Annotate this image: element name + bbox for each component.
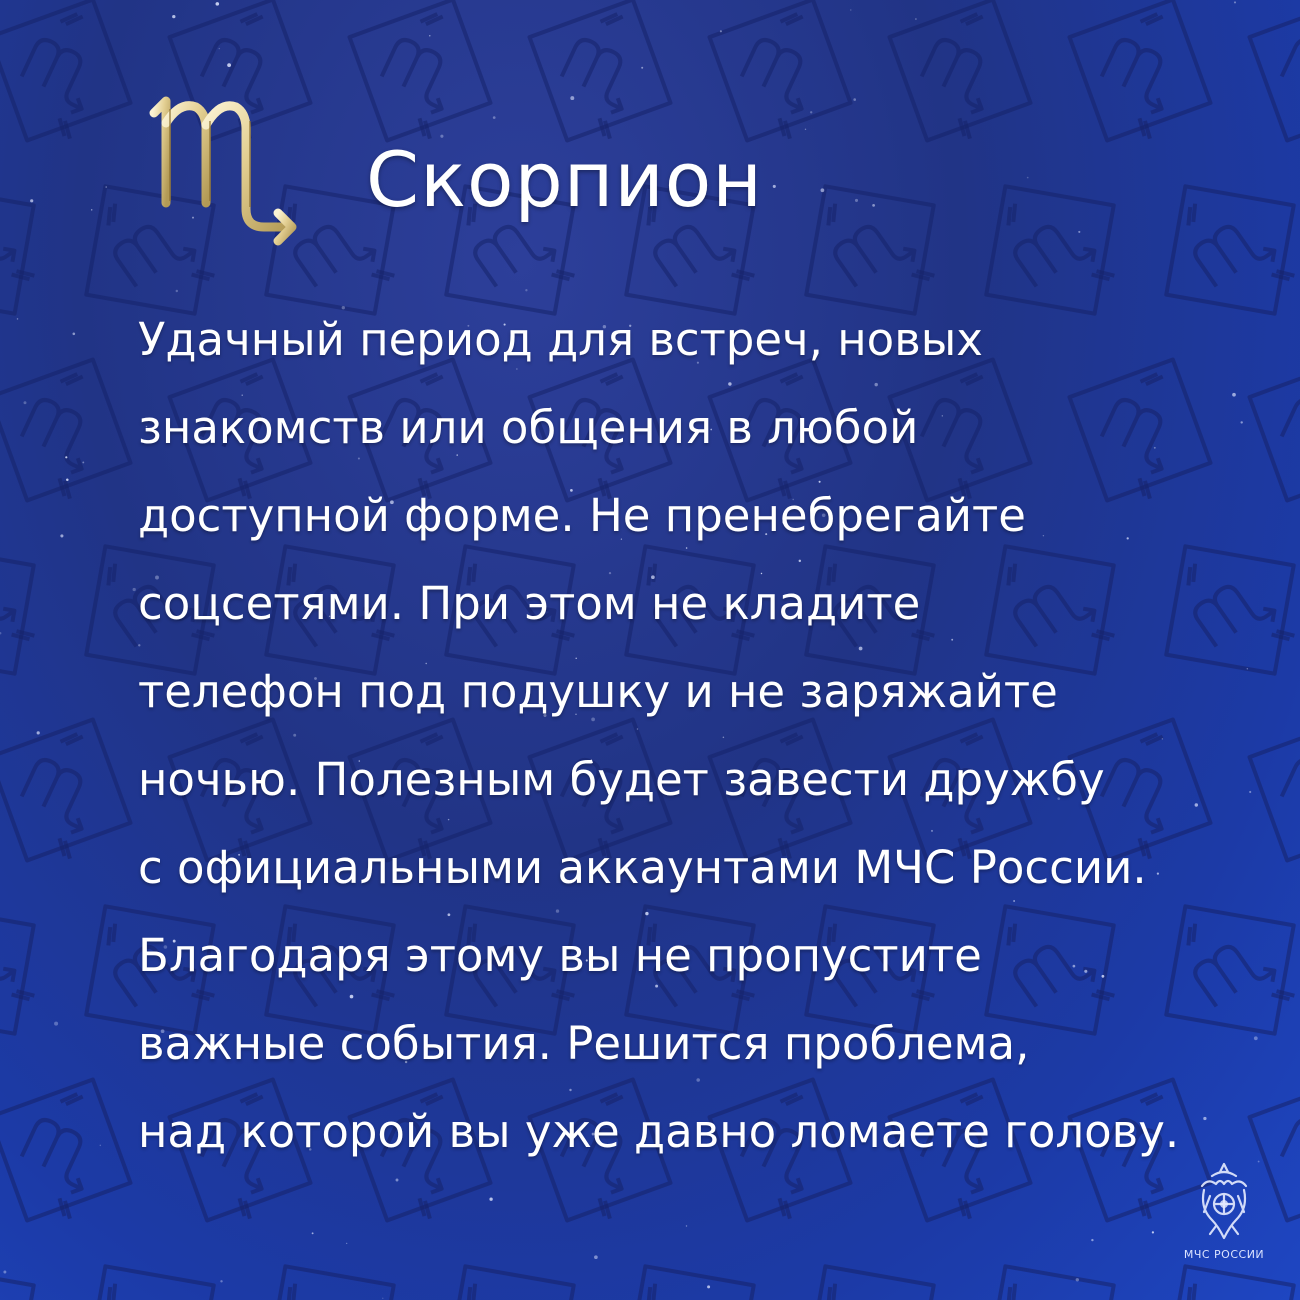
star-speck — [37, 731, 40, 734]
star-speck — [216, 2, 220, 6]
star-speck — [24, 401, 27, 404]
forecast-line: ночью. Полезным будет завести дружбу — [138, 753, 1105, 806]
forecast-line: доступной форме. Не пренебрегайте — [138, 489, 1026, 542]
star-speck — [1234, 1, 1236, 3]
star-speck — [686, 1225, 687, 1226]
sign-title: Скорпион — [366, 135, 763, 224]
star-speck — [73, 333, 76, 336]
star-speck — [915, 18, 917, 20]
star-speck — [489, 1198, 492, 1201]
star-speck — [82, 461, 84, 463]
forecast-line: важные события. Решится проблема, — [138, 1017, 1030, 1070]
star-speck — [429, 35, 430, 36]
star-speck — [17, 318, 19, 320]
forecast-line: знакомств или общения в любой — [138, 401, 919, 454]
star-speck — [3, 1271, 6, 1274]
mchs-logo — [1176, 1160, 1272, 1276]
star-speck — [100, 1145, 101, 1146]
scorpio-glyph-icon — [140, 85, 315, 260]
forecast-line: телефон под подушку и не заряжайте — [138, 665, 1058, 718]
forecast-line: соцсетями. При этом не кладите — [138, 577, 921, 630]
star-speck — [220, 1280, 222, 1282]
star-speck — [346, 1243, 347, 1244]
star-speck — [312, 1232, 314, 1234]
forecast-line: над которой вы уже давно ломаете голову. — [138, 1105, 1180, 1158]
star-speck — [594, 1255, 598, 1259]
forecast-line: Удачный период для встреч, новых — [138, 313, 983, 366]
star-speck — [720, 30, 722, 32]
star-speck — [172, 15, 175, 18]
star-speck — [91, 209, 92, 210]
star-speck — [382, 1298, 383, 1299]
star-speck — [525, 289, 527, 291]
star-speck — [1152, 1231, 1154, 1233]
forecast-line: с официальными аккаунтами МЧС России. — [138, 841, 1147, 894]
star-speck — [30, 199, 33, 202]
star-speck — [54, 1022, 58, 1026]
star-speck — [850, 9, 851, 10]
star-speck — [707, 1285, 710, 1288]
logo-text: МЧС РОССИИ — [1183, 1248, 1265, 1261]
star-speck — [105, 186, 107, 188]
star-speck — [219, 48, 220, 49]
star-speck — [60, 534, 63, 537]
star-speck — [65, 456, 67, 458]
star-speck — [641, 67, 643, 69]
star-speck — [227, 63, 231, 67]
star-speck — [1076, 1278, 1079, 1281]
star-speck — [176, 290, 178, 292]
forecast-line: Благодаря этому вы не пропустите — [138, 929, 982, 982]
sign-header — [140, 85, 1140, 265]
star-speck — [66, 478, 69, 481]
star-speck — [396, 1179, 399, 1182]
mchs-emblem-icon — [1192, 1160, 1256, 1246]
star-speck — [1091, 1239, 1093, 1241]
star-speck — [0, 632, 1, 634]
star-speck — [133, 588, 136, 591]
forecast-text — [138, 296, 1278, 1176]
